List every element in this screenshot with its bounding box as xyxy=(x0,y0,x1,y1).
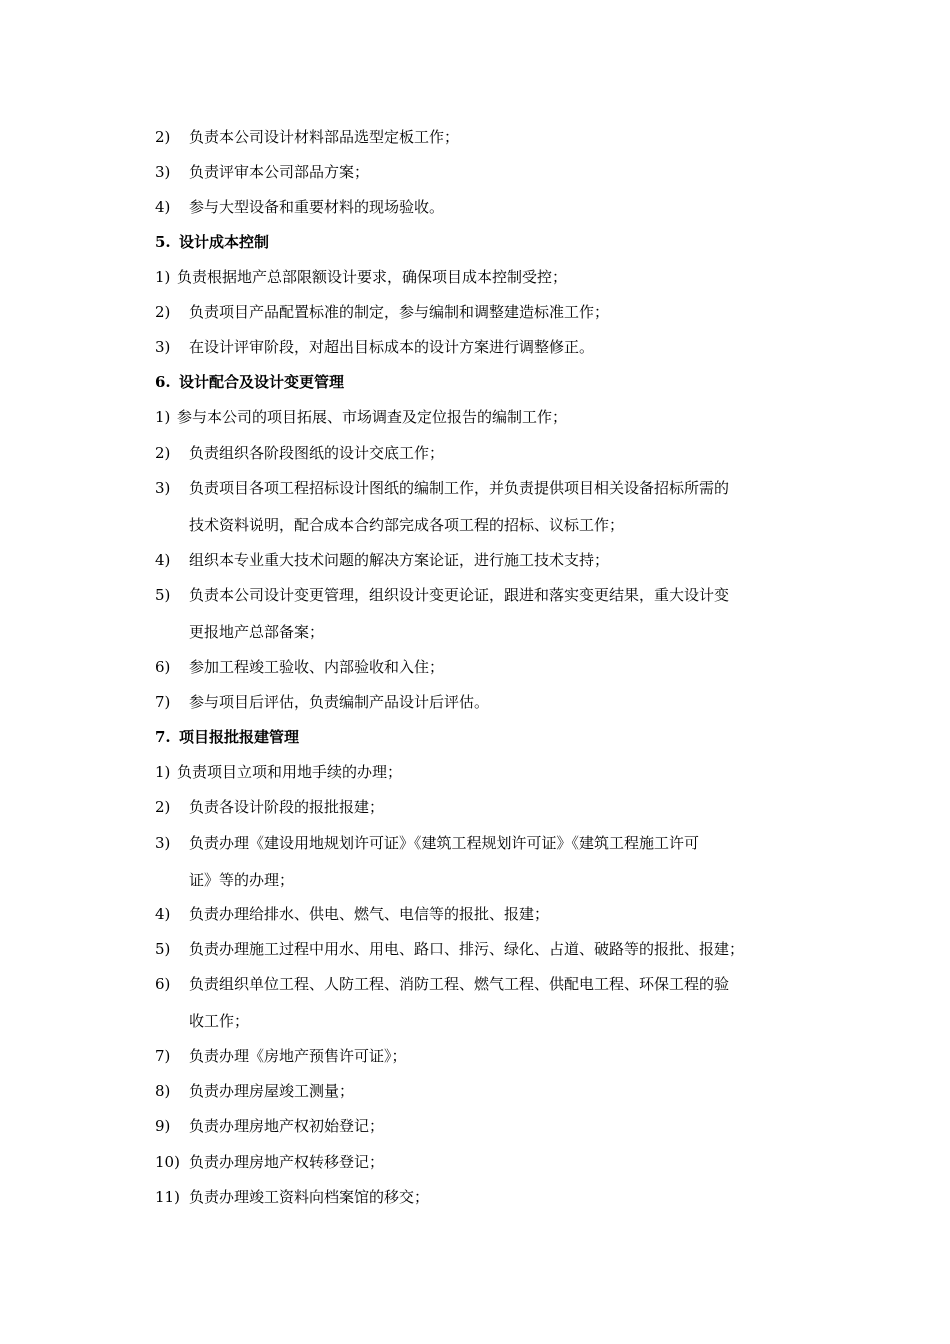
item-number: 1) xyxy=(155,268,171,286)
list-item xyxy=(155,585,729,605)
section-title: 设计成本控制 xyxy=(179,233,270,251)
section-title: 设计配合及设计变更管理 xyxy=(179,373,345,391)
item-number: 2) xyxy=(155,128,171,146)
item-text: 负责项目产品配置标准的制定，参与编制和调整建造标准工作； xyxy=(189,303,610,321)
item-text: 负责各设计阶段的报批报建； xyxy=(189,798,385,816)
item-number: 4) xyxy=(155,905,171,923)
item-number: 6) xyxy=(155,975,171,993)
item-number: 11) xyxy=(155,1188,180,1206)
list-item xyxy=(155,939,744,959)
section-title: 项目报批报建管理 xyxy=(179,728,300,746)
item-text: 负责办理房屋竣工测量； xyxy=(189,1082,355,1100)
item-text: 在设计评审阶段，对超出目标成本的设计方案进行调整修正。 xyxy=(189,338,595,356)
item-text: 负责组织单位工程、人防工程、消防工程、燃气工程、供配电工程、环保工程的验 xyxy=(189,975,730,993)
list-item xyxy=(155,904,549,924)
list-item xyxy=(155,127,459,147)
list-item xyxy=(155,197,444,217)
section-heading xyxy=(155,727,299,747)
item-number: 1) xyxy=(155,408,171,426)
list-item xyxy=(155,974,729,994)
list-item xyxy=(155,1187,429,1207)
item-text: 参加工程竣工验收、内部验收和入住； xyxy=(189,658,445,676)
item-number: 1) xyxy=(155,763,171,781)
list-item-continuation xyxy=(189,515,624,535)
section-heading xyxy=(155,372,344,392)
item-text: 参与本公司的项目拓展、市场调查及定位报告的编制工作； xyxy=(177,408,568,426)
section-number: 5. xyxy=(155,233,171,251)
list-item xyxy=(155,1116,384,1136)
item-number: 3) xyxy=(155,479,171,497)
item-number: 5) xyxy=(155,940,171,958)
list-item-continuation xyxy=(189,1011,249,1031)
section-number: 7. xyxy=(155,728,171,746)
list-item xyxy=(155,833,699,853)
item-number: 7) xyxy=(155,1047,171,1065)
list-item-continuation xyxy=(189,622,324,642)
item-number: 3) xyxy=(155,834,171,852)
item-text: 技术资料说明，配合成本合约部完成各项工程的招标、议标工作； xyxy=(189,516,625,534)
item-text: 负责组织各阶段图纸的设计交底工作； xyxy=(189,444,445,462)
list-item xyxy=(155,1046,407,1066)
list-item xyxy=(155,162,369,182)
item-number: 4) xyxy=(155,551,171,569)
item-number: 5) xyxy=(155,586,171,604)
list-item xyxy=(155,337,594,357)
list-item xyxy=(155,407,567,427)
item-text: 负责办理《建设用地规划许可证》《建筑工程规划许可证》《建筑工程施工许可 xyxy=(189,834,700,852)
list-item xyxy=(155,302,609,322)
item-text: 负责办理房地产权初始登记； xyxy=(189,1117,385,1135)
list-item xyxy=(155,762,402,782)
item-number: 2) xyxy=(155,303,171,321)
list-item xyxy=(155,692,489,712)
item-text: 负责办理《房地产预售许可证》； xyxy=(189,1047,407,1065)
list-item-continuation xyxy=(189,870,294,890)
item-text: 负责评审本公司部品方案； xyxy=(189,163,370,181)
item-text: 负责办理房地产权转移登记； xyxy=(189,1153,385,1171)
item-text: 参与大型设备和重要材料的现场验收。 xyxy=(189,198,445,216)
item-number: 10) xyxy=(155,1153,180,1171)
item-text: 收工作； xyxy=(189,1012,250,1030)
item-text: 更报地产总部备案； xyxy=(189,623,325,641)
item-number: 9) xyxy=(155,1117,171,1135)
item-text: 证》等的办理； xyxy=(189,871,295,889)
list-item xyxy=(155,267,567,287)
item-number: 7) xyxy=(155,693,171,711)
item-number: 2) xyxy=(155,798,171,816)
item-text: 负责本公司设计材料部品选型定板工作； xyxy=(189,128,460,146)
item-text: 组织本专业重大技术问题的解决方案论证，进行施工技术支持； xyxy=(189,551,610,569)
item-text: 负责本公司设计变更管理，组织设计变更论证，跟进和落实变更结果，重大设计变 xyxy=(189,586,730,604)
item-number: 4) xyxy=(155,198,171,216)
item-number: 3) xyxy=(155,338,171,356)
list-item xyxy=(155,478,729,498)
item-text: 负责项目立项和用地手续的办理； xyxy=(177,763,403,781)
item-text: 负责项目各项工程招标设计图纸的编制工作，并负责提供项目相关设备招标所需的 xyxy=(189,479,730,497)
list-item xyxy=(155,1152,384,1172)
item-text: 负责办理给排水、供电、燃气、电信等的报批、报建； xyxy=(189,905,550,923)
list-item xyxy=(155,797,384,817)
list-item xyxy=(155,443,444,463)
section-heading xyxy=(155,232,269,252)
item-text: 负责办理施工过程中用水、用电、路口、排污、绿化、占道、破路等的报批、报建； xyxy=(189,940,745,958)
item-number: 2) xyxy=(155,444,171,462)
item-text: 参与项目后评估，负责编制产品设计后评估。 xyxy=(189,693,490,711)
list-item xyxy=(155,1081,354,1101)
item-number: 8) xyxy=(155,1082,171,1100)
list-item xyxy=(155,550,609,570)
item-text: 负责办理竣工资料向档案馆的移交； xyxy=(189,1188,430,1206)
item-number: 3) xyxy=(155,163,171,181)
item-text: 负责根据地产总部限额设计要求，确保项目成本控制受控； xyxy=(177,268,568,286)
section-number: 6. xyxy=(155,373,171,391)
list-item xyxy=(155,657,444,677)
item-number: 6) xyxy=(155,658,171,676)
